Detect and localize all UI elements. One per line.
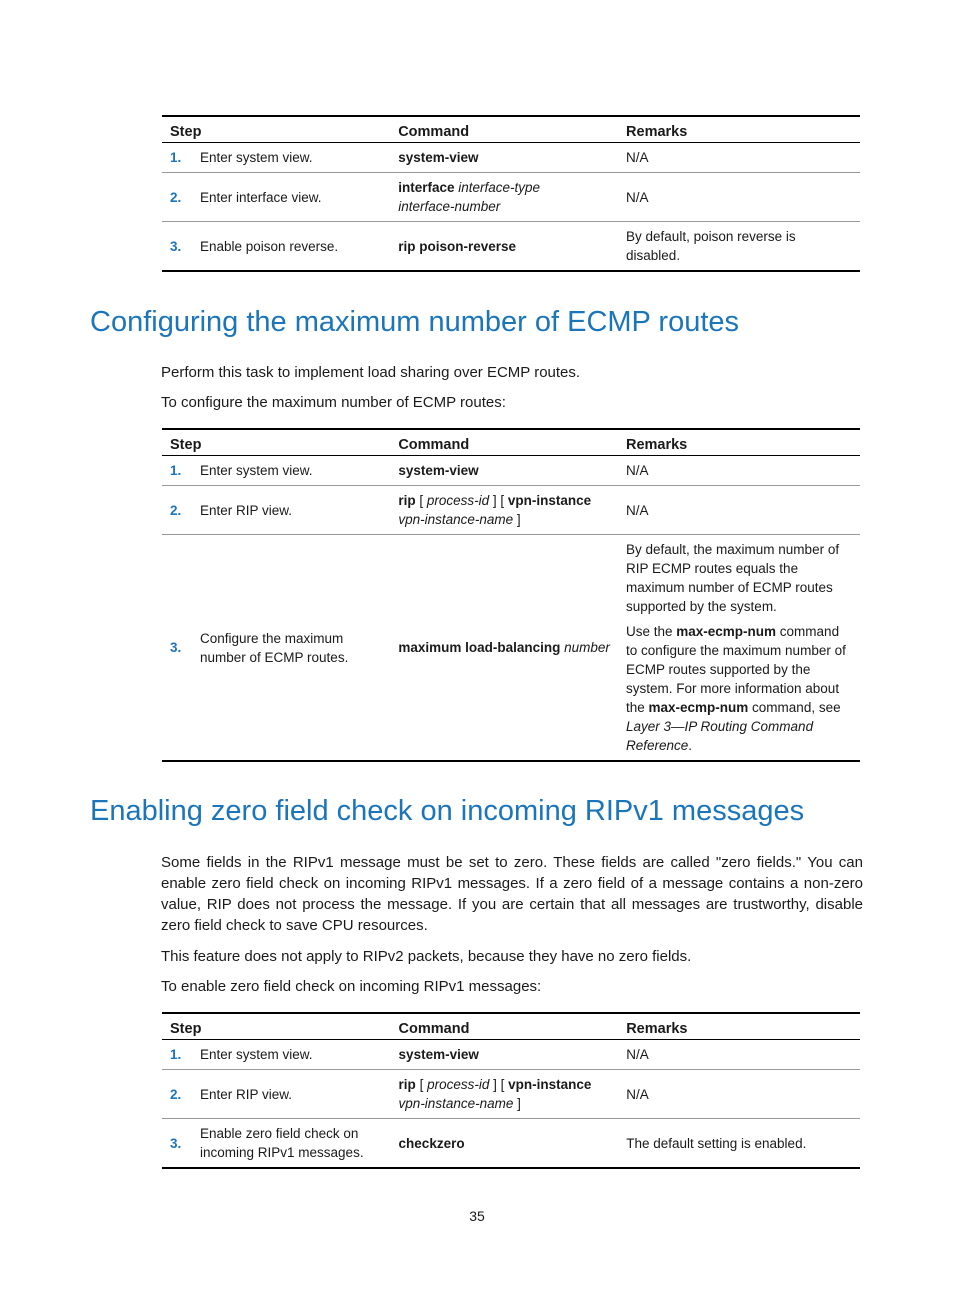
remarks-cell: N/A: [618, 456, 860, 486]
step-number: 1.: [170, 150, 182, 165]
command-cell: [391, 1119, 619, 1169]
command-argument: number: [564, 640, 610, 655]
table-row: [162, 1070, 860, 1119]
table-row: [162, 1040, 860, 1070]
header-command: Command: [390, 429, 618, 456]
command-bracket: [: [415, 493, 427, 508]
command-keyword: maximum load-balancing: [398, 640, 561, 655]
step-text: Configure the maximum number of ECMP routes.: [200, 630, 349, 665]
table-row: [162, 535, 860, 762]
table-zero-field: [162, 1012, 860, 1169]
command-keyword: interface: [398, 180, 455, 195]
header-remarks: Remarks: [618, 1013, 860, 1040]
step-text: Enable zero field check on incoming RIPv1 messages.: [200, 1126, 364, 1160]
table-row: [162, 222, 860, 272]
command-keyword: vpn-instance: [508, 1077, 592, 1092]
section-heading-ecmp: Configuring the maximum number of ECMP routes: [90, 306, 740, 338]
table-poison-reverse: [162, 115, 860, 272]
remarks-command: max-ecmp-num: [648, 700, 749, 715]
paragraph: To configure the maximum number of ECMP routes:: [161, 394, 506, 411]
table-row: [162, 486, 860, 535]
step-number: 1.: [170, 1047, 182, 1062]
command-cell: [390, 456, 618, 486]
header-step: Step: [162, 429, 390, 456]
command-cell: [390, 535, 618, 762]
command-argument: interface-number: [398, 199, 501, 214]
command-bracket: ]: [513, 1096, 521, 1111]
header-command: Command: [391, 1013, 619, 1040]
command-keyword: system-view: [398, 463, 479, 478]
command-argument: vpn-instance-name: [398, 1096, 514, 1111]
table-ecmp: [162, 428, 860, 762]
command-bracket: [: [415, 1077, 428, 1092]
remarks-paragraph: By default, the maximum number of RIP ECMP routes equals the maximum number of ECMP routes supported by the system.: [625, 542, 840, 614]
remarks-cell: N/A: [618, 1040, 860, 1070]
command-bracket: ] [: [489, 1077, 509, 1092]
header-remarks: Remarks: [618, 116, 860, 143]
paragraph: Some fields in the RIPv1 message must be set to zero. These fields are called "zero fields." You can enable zero field check on incoming RIPv1 messages. If a zero field of a message contains a non-zero value, RIP does not process the message. If you are certain that all messages are trustworthy, disable zero field check to save CPU resources.: [161, 854, 863, 934]
table-row: [162, 173, 860, 222]
remarks-cell: N/A: [618, 486, 860, 535]
step-number: 2.: [170, 1086, 182, 1102]
command-argument: interface-type: [458, 180, 541, 195]
section-heading-zero-field: Enabling zero field check on incoming RIPv1 messages: [90, 795, 805, 827]
header-step: Step: [162, 1013, 391, 1040]
command-cell: [390, 486, 618, 535]
command-keyword: rip: [398, 1077, 416, 1092]
command-keyword: rip poison-reverse: [398, 238, 516, 254]
command-argument: process-id: [426, 493, 490, 508]
step-text: Enter RIP view.: [200, 1086, 293, 1102]
paragraph: This feature does not apply to RIPv2 packets, because they have no zero fields.: [161, 948, 692, 965]
header-step: Step: [162, 116, 390, 143]
command-keyword: checkzero: [398, 1135, 465, 1151]
remarks-text: command, see: [748, 700, 841, 715]
command-argument: vpn-instance-name: [398, 512, 514, 527]
remarks-cell: [618, 535, 860, 762]
page-number: 35: [469, 1208, 485, 1224]
remarks-text: Use the: [625, 624, 677, 639]
command-cell: [390, 173, 618, 222]
header-command: Command: [390, 116, 618, 143]
remarks-cell: N/A: [618, 1070, 860, 1119]
remarks-text: command to configure the maximum number of ECMP routes supported by the system. For more information about the: [625, 624, 846, 715]
remarks-text: .: [688, 738, 693, 753]
step-number: 3.: [170, 640, 182, 655]
command-bracket: ]: [513, 512, 521, 527]
step-number: 3.: [170, 1135, 182, 1151]
command-keyword: system-view: [398, 150, 479, 165]
command-cell: [391, 1070, 619, 1119]
table-row: [162, 456, 860, 486]
step-text: Enter system view.: [200, 463, 313, 478]
command-keyword: rip: [398, 493, 416, 508]
remarks-cell: N/A: [618, 173, 860, 222]
step-number: 2.: [170, 189, 182, 205]
command-keyword: system-view: [398, 1047, 479, 1062]
table-row: [162, 1119, 860, 1169]
step-number: 1.: [170, 463, 182, 478]
header-remarks: Remarks: [618, 429, 860, 456]
step-number: 2.: [170, 502, 182, 518]
table-header-row: [162, 1013, 860, 1040]
command-cell: [390, 143, 618, 173]
step-text: Enter interface view.: [200, 189, 322, 205]
remarks-reference: Layer 3—IP Routing Command Reference: [625, 719, 814, 753]
step-text: Enter RIP view.: [200, 502, 293, 518]
command-cell: [391, 1040, 619, 1070]
remarks-cell: By default, poison reverse is disabled.: [618, 222, 860, 272]
command-keyword: vpn-instance: [507, 493, 592, 508]
step-text: Enter system view.: [200, 150, 313, 165]
step-text: Enable poison reverse.: [200, 238, 339, 254]
remarks-paragraph: [626, 622, 852, 755]
command-cell: [390, 222, 618, 272]
command-bracket: ] [: [489, 493, 508, 508]
remarks-cell: N/A: [618, 143, 860, 173]
step-number: 3.: [170, 238, 182, 254]
command-argument: process-id: [427, 1077, 490, 1092]
step-text: Enter system view.: [200, 1047, 313, 1062]
paragraph: To enable zero field check on incoming RIPv1 messages:: [161, 978, 542, 995]
table-row: [162, 143, 860, 173]
paragraph: Perform this task to implement load sharing over ECMP routes.: [161, 364, 581, 381]
table-header-row: [162, 429, 860, 456]
remarks-command: max-ecmp-num: [676, 624, 777, 639]
table-header-row: [162, 116, 860, 143]
remarks-cell: The default setting is enabled.: [618, 1119, 860, 1169]
